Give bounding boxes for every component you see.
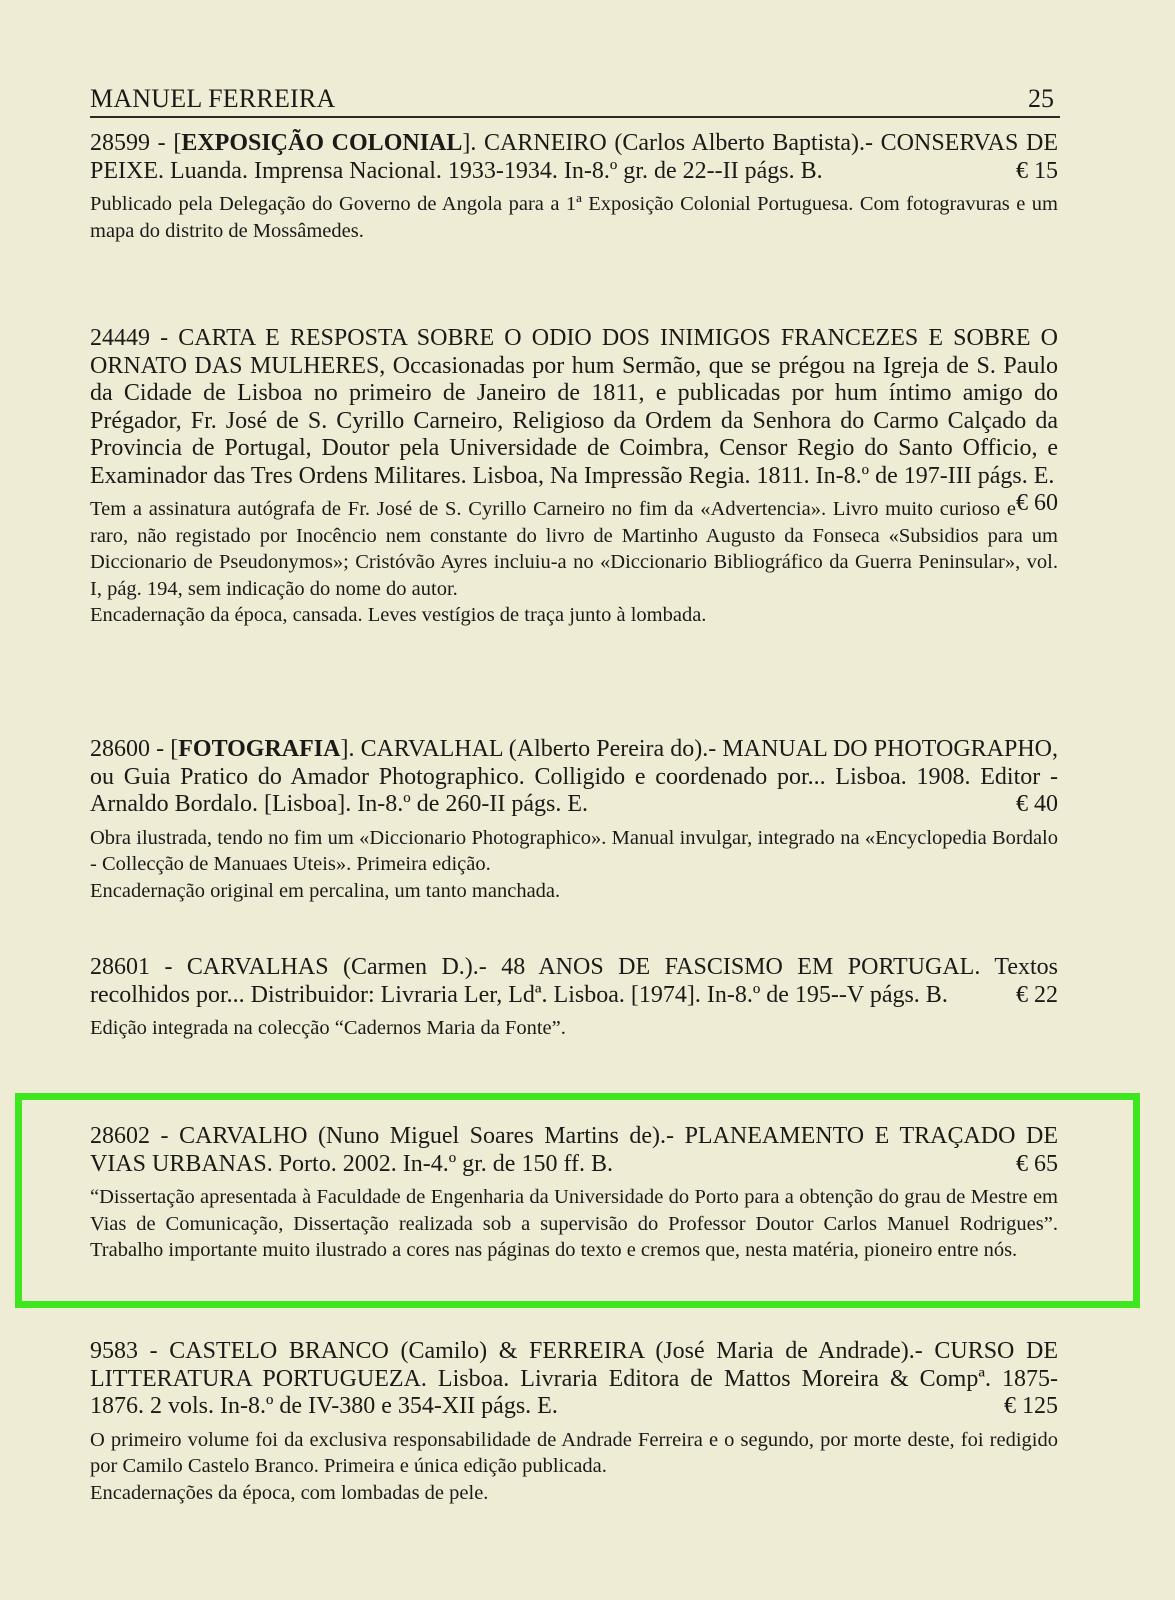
catalog-entry: [90, 736, 1058, 904]
entry-price: € 65: [1016, 1150, 1058, 1177]
entry-note: Publicado pela Delegação do Governo de Angola para a 1ª Exposição Colonial Portuguesa. Com fotogravuras e um mapa do distrito de Mossâmedes.: [90, 193, 1058, 242]
page-header: [90, 80, 1060, 118]
catalog-entry: [90, 325, 1058, 629]
catalog-entry: [90, 954, 1058, 1042]
catalog-entry: [90, 1338, 1058, 1506]
highlight-box: [15, 1093, 1140, 1308]
entry-note: O primeiro volume foi da exclusiva responsabilidade de Andrade Ferreira e o segundo, por morte deste, foi redigido por Camilo Castelo Branco. Primeira e única edição publicada. Encadernações da época, com lombadas de pele.: [90, 1428, 1058, 1504]
entry-note: Tem a assinatura autógrafa de Fr. José de S. Cyrillo Carneiro no fim da «Advertencia». Livro muito curioso e raro, não registado por Inocêncio nem constante do livro de Martinho Augusto da Fonseca «Subsidios para um Diccionario de Pseudonymos»; Cristóvão Ayres incluiu-a no «Diccionario Bibliográfico da Guerra Peninsular», vol. I, pág. 194, sem indicação do nome do autor. Encadernação da época, cansada. Leves vestígios de traça junto à lombada.: [90, 498, 1058, 626]
entry-note: Edição integrada na colecção “Cadernos Maria da Fonte”.: [90, 1017, 566, 1039]
page-number: 25: [1028, 84, 1054, 113]
entry-heading: 24449 - CARTA E RESPOSTA SOBRE O ODIO DOS INIMIGOS FRANCEZES E SOBRE O ORNATO DAS MULHERES, Occasionadas por hum Sermão, que se prégou na Igreja de S. Paulo da Cidade de Lisboa no primeiro de Janeiro de 1811, e publicadas por hum íntimo amigo do Prégador, Fr. José de S. Cyrillo Carneiro, Religioso da Ordem da Senhora do Carmo Calçado da Provincia de Portugal, Doutor pela Universidade de Coimbra, Censor Regio do Santo Officio, e Examinador das Tres Ordens Militares. Lisboa, Na Impressão Regia. 1811. In-8.º de 197-III págs. E. € 60: [90, 325, 1058, 516]
entry-heading: 9583 - CASTELO BRANCO (Camilo) & FERREIRA (José Maria de Andrade).- CURSO DE LITTERATURA PORTUGUEZA. Lisboa. Livraria Editora de Mattos Moreira & Compª. 1875-1876. 2 vols. In-8.º de IV-380 e 354-XII págs. E. € 125: [90, 1338, 1058, 1419]
entry-heading: 28600 - [FOTOGRAFIA]. CARVALHAL (Alberto Pereira do).- MANUAL DO PHOTOGRAPHO, ou Guia Pratico do Amador Photographico. Colligido e coordenado por... Lisboa. 1908. Editor - Arnaldo Bordalo. [Lisboa]. In-8.º de 260-II págs. E. € 40: [90, 736, 1059, 817]
entry-price: € 15: [1016, 157, 1058, 184]
entry-heading: 28602 - CARVALHO (Nuno Miguel Soares Martins de).- PLANEAMENTO E TRAÇADO DE VIAS URBANAS. Porto. 2002. In-4.º gr. de 150 ff. B. € 65: [90, 1123, 1058, 1177]
entry-note: “Dissertação apresentada à Faculdade de Engenharia da Universidade do Porto para a obtenção do grau de Mestre em Vias de Comunicação, Dissertação realizada sob a supervisão do Professor Doutor Carlos Manuel Rodrigues”. Trabalho importante muito ilustrado a cores nas páginas do texto e cremos que, nesta matéria, pioneiro entre nós.: [90, 1186, 1058, 1261]
entry-heading: 28599 - [EXPOSIÇÃO COLONIAL]. CARNEIRO (Carlos Alberto Baptista).- CONSERVAS DE PEIXE. Luanda. Imprensa Nacional. 1933-1934. In-8.º gr. de 22--II págs. B. € 15: [90, 130, 1059, 184]
catalog-entry: [90, 130, 1058, 244]
entry-price: € 22: [1016, 981, 1058, 1008]
entry-price: € 40: [1016, 791, 1058, 817]
running-head-author: MANUEL FERREIRA: [90, 84, 336, 113]
entry-note: Obra ilustrada, tendo no fim um «Diccionario Photographico». Manual invulgar, integrado na «Encyclopedia Bordalo - Collecção de Manuaes Uteis». Primeira edição. Encadernação original em percalina, um tanto manchada.: [90, 826, 1058, 902]
entry-subject: FOTOGRAFIA: [178, 736, 341, 762]
entry-subject: EXPOSIÇÃO COLONIAL: [181, 130, 463, 156]
entry-price: € 125: [1004, 1393, 1058, 1419]
entry-heading: 28601 - CARVALHAS (Carmen D.).- 48 ANOS DE FASCISMO EM PORTUGAL. Textos recolhidos por... Distribuidor: Livraria Ler, Ldª. Lisboa. [1974]. In-8.º de 195--V págs. B. € 22: [90, 954, 1058, 1008]
entry-price: € 60: [1016, 490, 1058, 516]
